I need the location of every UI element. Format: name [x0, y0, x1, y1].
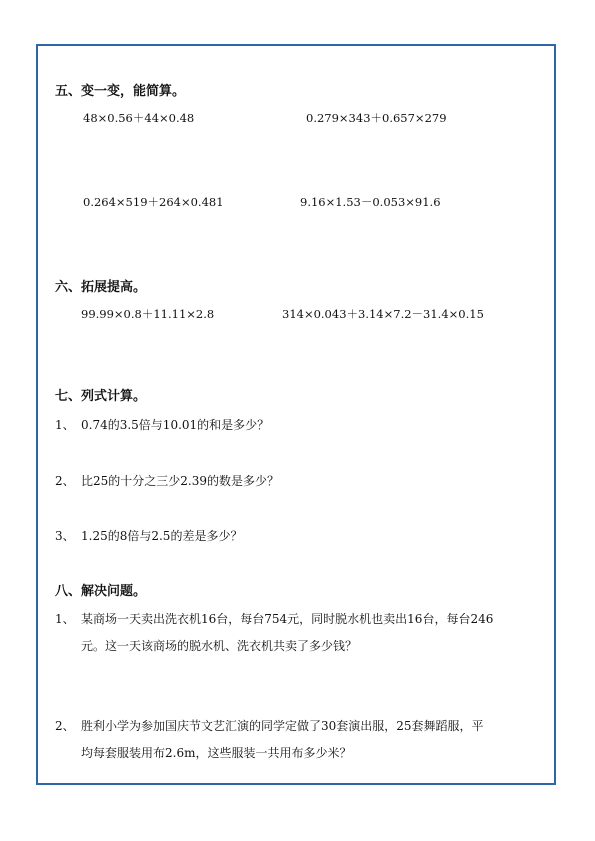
section-8-question-2	[55, 718, 484, 734]
section-5-heading: 五、变一变，能简算。	[55, 84, 186, 99]
section-5-expression-3: 0.264×519＋264×0.481	[83, 195, 224, 209]
question-number: 3、	[55, 529, 75, 543]
section-7-question-3	[55, 528, 242, 544]
section-6-expression-1: 99.99×0.8＋11.11×2.8	[81, 307, 215, 321]
section-5-expression-2: 0.279×343＋0.657×279	[306, 111, 447, 125]
question-number: 2、	[55, 719, 75, 733]
question-text-line-1: 某商场一天卖出洗衣机16台，每台754元，同时脱水机也卖出16台，每台246	[81, 612, 494, 626]
section-6-expression-2: 314×0.043＋3.14×7.2－31.4×0.15	[282, 307, 484, 321]
question-number: 1、	[55, 418, 75, 432]
question-text: 比25的十分之三少2.39的数是多少？	[81, 474, 279, 488]
question-text: 0.74的3.5倍与10.01的和是多少？	[81, 418, 270, 432]
section-8-question-1	[55, 611, 493, 627]
section-8-heading: 八、解决问题。	[55, 584, 147, 599]
question-text: 1.25的8倍与2.5的差是多少？	[81, 529, 243, 543]
page-border-frame	[36, 44, 556, 785]
question-number: 2、	[55, 474, 75, 488]
section-8-question-2-line-2: 均每套服装用布2.6m，这些服装一共用布多少米？	[81, 746, 352, 760]
section-8-question-1-line-2: 元。这一天该商场的脱水机、洗衣机共卖了多少钱？	[81, 639, 358, 653]
section-5-expression-4: 9.16×1.53－0.053×91.6	[300, 195, 441, 209]
section-5-expression-1: 48×0.56＋44×0.48	[83, 111, 195, 125]
section-6-heading: 六、拓展提高。	[55, 280, 147, 295]
question-number: 1、	[55, 612, 75, 626]
section-7-question-1	[55, 417, 269, 433]
section-7-question-2	[55, 473, 279, 489]
question-text-line-1: 胜利小学为参加国庆节文艺汇演的同学定做了30套演出服，25套舞蹈服，平	[81, 719, 484, 733]
section-7-heading: 七、列式计算。	[55, 389, 147, 404]
